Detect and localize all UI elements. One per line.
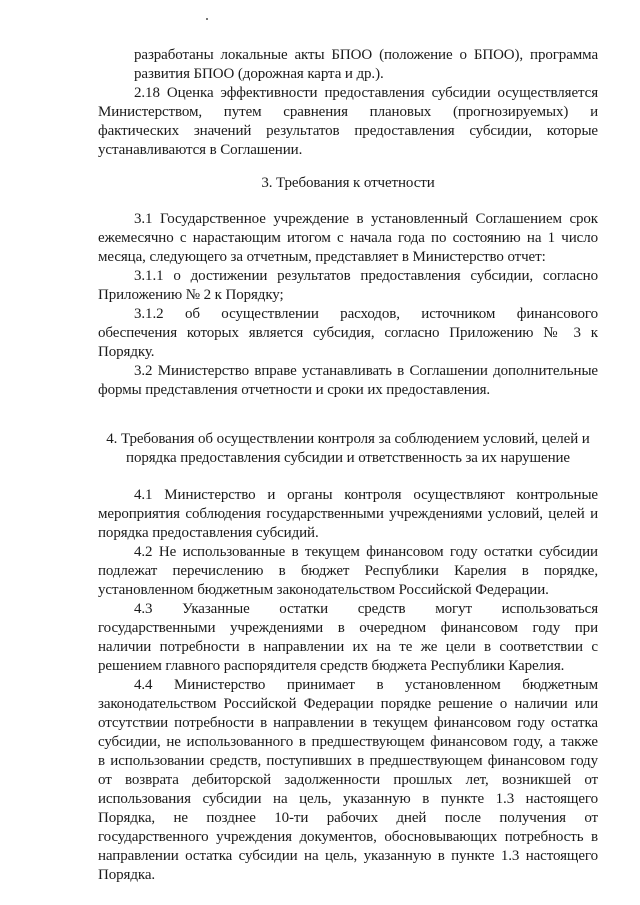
text-line: государственными учреждениями в очередном финансовом году при — [98, 620, 598, 636]
text-line: мероприятия соблюдения государственными учреждениями условий, целей и — [98, 506, 598, 522]
text-line: Порядка. — [98, 867, 156, 883]
text-line: 3.1 Государственное учреждение в установленный Соглашением срок — [134, 211, 598, 227]
section-heading-line: 3. Требования к отчетности — [261, 175, 435, 191]
text-line: 2.18 Оценка эффективности предоставления субсидии осуществляется — [134, 85, 598, 101]
text-line: направлении остатка субсидии на цель, указанную в пункте 1.3 настоящего — [98, 848, 598, 864]
text-line: 4.3 Указанные остатки средств могут использоваться — [134, 601, 598, 617]
text-line: субсидии, не использованного в предшествующем финансовом году, а также — [98, 734, 598, 750]
text-line: ежемесячно с нарастающим итогом с начала года по состоянию на 1 число — [98, 230, 598, 246]
text-line: месяца, следующего за отчетным, представляет в Министерство отчет: — [98, 249, 546, 265]
text-line: наличии потребности в направлении их на те же цели в соответствии с — [98, 639, 598, 655]
text-line: Порядка, не позднее 10-ти рабочих дней после получения от — [98, 810, 598, 826]
text-line: подлежат перечислению в бюджет Республики Карелия в порядке, — [98, 563, 598, 579]
text-line: решением главного распорядителя средств бюджета Республики Карелия. — [98, 658, 565, 674]
text-line: 4.1 Министерство и органы контроля осуществляют контрольные — [134, 487, 598, 503]
text-line: Приложению № 2 к Порядку; — [98, 287, 284, 303]
text-line: развития БПОО (дорожная карта и др.). — [134, 66, 384, 82]
text-line: установленном бюджетным законодательством Российской Федерации. — [98, 582, 549, 598]
text-line: отсутствии потребности в направлении в текущем финансовом году остатка — [98, 715, 598, 731]
text-line: 3.2 Министерство вправе устанавливать в Соглашении дополнительные — [134, 363, 598, 379]
section-heading-line: порядка предоставления субсидии и ответственность за их нарушение — [126, 450, 570, 466]
text-line: 3.1.1 о достижении результатов предоставления субсидии, согласно — [134, 268, 598, 284]
section-heading-line: 4. Требования об осуществлении контроля за соблюдением условий, целей и — [106, 431, 590, 447]
text-line: фактических значений результатов предоставления субсидии, которые — [98, 123, 598, 139]
text-line: устанавливаются в Соглашении. — [98, 142, 303, 158]
text-line: разработаны локальные акты БПОО (положение о БПОО), программа — [134, 47, 598, 63]
scan-speck — [206, 18, 208, 20]
text-line: использования субсидии на цель, указанную в пункте 1.3 настоящего — [98, 791, 598, 807]
text-line: законодательством Российской Федерации порядке решение о наличии или — [98, 696, 598, 712]
text-line: формы представления отчетности и сроки их предоставления. — [98, 382, 491, 398]
text-line: обеспечения которых является субсидия, согласно Приложению № 3 к — [98, 325, 598, 341]
text-line: 3.1.2 об осуществлении расходов, источником финансового — [134, 306, 598, 322]
text-line: государственного учреждения документов, обосновывающих потребность в — [98, 829, 598, 845]
text-line: Министерством, путем сравнения плановых (прогнозируемых) и — [98, 104, 598, 120]
text-line: в использовании средств, поступивших в предшествующем финансовом году — [98, 753, 598, 769]
text-line: 4.2 Не использованные в текущем финансовом году остатки субсидии — [134, 544, 598, 560]
text-line: от возврата дебиторской задолженности прошлых лет, возникшей от — [98, 772, 598, 788]
text-line: Порядку. — [98, 344, 155, 360]
text-line: порядка предоставления субсидий. — [98, 525, 319, 541]
text-line: 4.4 Министерство принимает в установленном бюджетным — [134, 677, 598, 693]
